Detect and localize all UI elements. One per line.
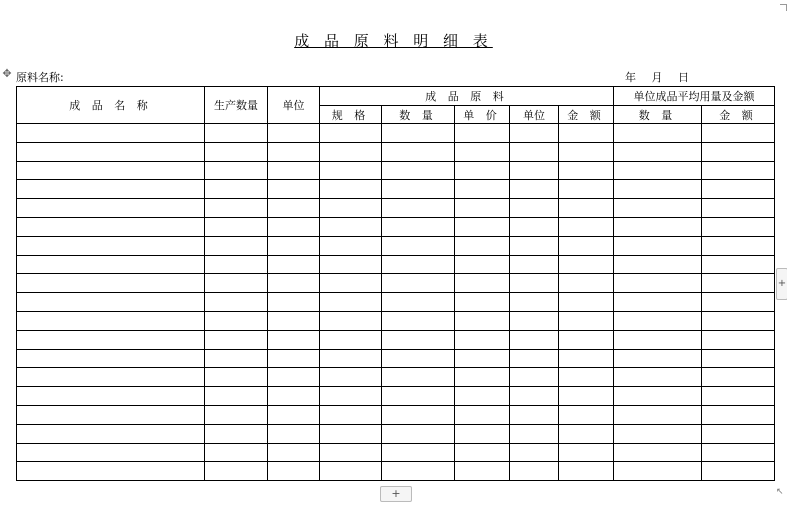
table-row <box>17 236 775 255</box>
table-cell[interactable] <box>510 368 559 387</box>
table-cell[interactable] <box>614 424 702 443</box>
add-row-button[interactable]: + <box>380 486 412 502</box>
table-cell[interactable] <box>268 161 320 180</box>
table-cell[interactable] <box>559 368 614 387</box>
table-cell[interactable] <box>614 311 702 330</box>
table-cell[interactable] <box>559 387 614 406</box>
table-row <box>17 311 775 330</box>
table-cell[interactable] <box>559 293 614 312</box>
table-cell[interactable] <box>702 424 775 443</box>
table-cell[interactable] <box>17 387 205 406</box>
table-cell[interactable] <box>382 255 455 274</box>
table-cell[interactable] <box>268 236 320 255</box>
table-cell[interactable] <box>702 199 775 218</box>
table-cell[interactable] <box>614 142 702 161</box>
table-cell[interactable] <box>455 443 510 462</box>
table-cell[interactable] <box>205 462 268 481</box>
table-cell[interactable] <box>320 462 382 481</box>
table-cell[interactable] <box>455 330 510 349</box>
table-cell[interactable] <box>559 236 614 255</box>
table-cell[interactable] <box>559 161 614 180</box>
table-cell[interactable] <box>205 330 268 349</box>
table-cell[interactable] <box>268 424 320 443</box>
table-cell[interactable] <box>205 443 268 462</box>
table-cell[interactable] <box>702 349 775 368</box>
table-cell[interactable] <box>455 462 510 481</box>
table-cell[interactable] <box>559 330 614 349</box>
table-cell[interactable] <box>205 368 268 387</box>
table-row <box>17 274 775 293</box>
table-cell[interactable] <box>702 180 775 199</box>
table-cell[interactable] <box>510 443 559 462</box>
table-cell[interactable] <box>320 142 382 161</box>
table-cell[interactable] <box>614 180 702 199</box>
table-row <box>17 180 775 199</box>
table-cell[interactable] <box>17 161 205 180</box>
header-production-qty: 生产数量 <box>205 87 268 124</box>
table-row <box>17 330 775 349</box>
header-qty: 数 量 <box>382 106 455 124</box>
table-cell[interactable] <box>205 180 268 199</box>
table-cell[interactable] <box>205 405 268 424</box>
header-spec: 规 格 <box>320 106 382 124</box>
table-cell[interactable] <box>17 405 205 424</box>
table-cell[interactable] <box>268 124 320 143</box>
table-move-handle-icon[interactable]: ✥ <box>2 67 12 80</box>
table-cell[interactable] <box>559 462 614 481</box>
table-cell[interactable] <box>320 368 382 387</box>
table-cell[interactable] <box>382 124 455 143</box>
table-cell[interactable] <box>702 236 775 255</box>
table-cell[interactable] <box>510 424 559 443</box>
table-cell[interactable] <box>382 330 455 349</box>
table-cell[interactable] <box>455 311 510 330</box>
table-cell[interactable] <box>455 405 510 424</box>
table-row <box>17 199 775 218</box>
table-cell[interactable] <box>559 274 614 293</box>
table-cell[interactable] <box>510 349 559 368</box>
table-cell[interactable] <box>382 293 455 312</box>
table-cell[interactable] <box>455 124 510 143</box>
table-cell[interactable] <box>702 311 775 330</box>
table-cell[interactable] <box>382 349 455 368</box>
table-cell[interactable] <box>320 330 382 349</box>
table-cell[interactable] <box>320 217 382 236</box>
table-cell[interactable] <box>702 368 775 387</box>
table-cell[interactable] <box>702 255 775 274</box>
table-cell[interactable] <box>702 217 775 236</box>
table-cell[interactable] <box>205 255 268 274</box>
header-avg-qty: 数 量 <box>614 106 702 124</box>
table-cell[interactable] <box>510 180 559 199</box>
table-row <box>17 161 775 180</box>
table-cell[interactable] <box>614 405 702 424</box>
table-cell[interactable] <box>614 124 702 143</box>
table-cell[interactable] <box>17 293 205 312</box>
table-cell[interactable] <box>614 236 702 255</box>
table-cell[interactable] <box>614 161 702 180</box>
table-cell[interactable] <box>268 142 320 161</box>
table-cell[interactable] <box>614 368 702 387</box>
table-cell[interactable] <box>268 387 320 406</box>
table-row <box>17 142 775 161</box>
table-cell[interactable] <box>702 142 775 161</box>
table-cell[interactable] <box>205 349 268 368</box>
table-cell[interactable] <box>614 217 702 236</box>
table-cell[interactable] <box>17 217 205 236</box>
header-unit: 单位 <box>268 87 320 124</box>
table-cell[interactable] <box>702 330 775 349</box>
date-label: 年 月 日 <box>625 71 689 84</box>
header-avg-amount: 金 额 <box>702 106 775 124</box>
table-cell[interactable] <box>17 424 205 443</box>
table-cell[interactable] <box>702 443 775 462</box>
table-cell[interactable] <box>455 424 510 443</box>
header-raw-material-group: 成 品 原 料 <box>320 87 614 106</box>
table-cell[interactable] <box>205 161 268 180</box>
table-cell[interactable] <box>17 255 205 274</box>
table-cell[interactable] <box>268 217 320 236</box>
table-cell[interactable] <box>559 142 614 161</box>
table-cell[interactable] <box>382 236 455 255</box>
table-cell[interactable] <box>510 161 559 180</box>
table-cell[interactable] <box>320 293 382 312</box>
table-cell[interactable] <box>455 161 510 180</box>
header-amount: 金 额 <box>559 106 614 124</box>
table-row <box>17 387 775 406</box>
table-cell[interactable] <box>510 462 559 481</box>
table-cell[interactable] <box>320 349 382 368</box>
table-cell[interactable] <box>559 405 614 424</box>
table-cell[interactable] <box>382 217 455 236</box>
table-cell[interactable] <box>702 405 775 424</box>
table-cell[interactable] <box>268 293 320 312</box>
table-row <box>17 255 775 274</box>
table-cell[interactable] <box>320 443 382 462</box>
table-cell[interactable] <box>268 330 320 349</box>
table-cell[interactable] <box>614 443 702 462</box>
table-cell[interactable] <box>614 462 702 481</box>
table-cell[interactable] <box>510 405 559 424</box>
table-cell[interactable] <box>320 161 382 180</box>
table-row <box>17 405 775 424</box>
table-cell[interactable] <box>320 274 382 293</box>
table-cell[interactable] <box>510 124 559 143</box>
table-cell[interactable] <box>320 124 382 143</box>
table-cell[interactable] <box>614 387 702 406</box>
table-cell[interactable] <box>382 142 455 161</box>
table-cell[interactable] <box>455 217 510 236</box>
table-cell[interactable] <box>702 161 775 180</box>
table-cell[interactable] <box>702 462 775 481</box>
table-cell[interactable] <box>17 124 205 143</box>
header-row-1 <box>17 87 775 106</box>
table-cell[interactable] <box>614 349 702 368</box>
table-cell[interactable] <box>17 330 205 349</box>
table-cell[interactable] <box>382 161 455 180</box>
table-cell[interactable] <box>268 255 320 274</box>
table-cell[interactable] <box>382 274 455 293</box>
table-cell[interactable] <box>559 255 614 274</box>
table-cell[interactable] <box>205 142 268 161</box>
table-cell[interactable] <box>205 199 268 218</box>
table-cell[interactable] <box>614 293 702 312</box>
table-row <box>17 368 775 387</box>
table-cell[interactable] <box>205 424 268 443</box>
table-cell[interactable] <box>205 274 268 293</box>
table-cell[interactable] <box>17 180 205 199</box>
table-cell[interactable] <box>614 255 702 274</box>
table-cell[interactable] <box>205 236 268 255</box>
table-cell[interactable] <box>382 443 455 462</box>
table-cell[interactable] <box>614 274 702 293</box>
table-cell[interactable] <box>455 180 510 199</box>
table-cell[interactable] <box>320 199 382 218</box>
table-cell[interactable] <box>205 387 268 406</box>
table-cell[interactable] <box>559 443 614 462</box>
detail-table <box>16 86 775 481</box>
table-cell[interactable] <box>268 462 320 481</box>
table-cell[interactable] <box>382 387 455 406</box>
table-resize-icon[interactable]: ↖ <box>776 487 784 497</box>
table-cell[interactable] <box>702 293 775 312</box>
table-cell[interactable] <box>455 368 510 387</box>
table-cell[interactable] <box>614 330 702 349</box>
table-cell[interactable] <box>559 217 614 236</box>
header-product-name: 成 品 名 称 <box>17 87 205 124</box>
table-cell[interactable] <box>455 199 510 218</box>
table-cell[interactable] <box>614 199 702 218</box>
table-cell[interactable] <box>382 311 455 330</box>
table-row <box>17 217 775 236</box>
table-cell[interactable] <box>320 255 382 274</box>
table-cell[interactable] <box>510 293 559 312</box>
table-cell[interactable] <box>320 180 382 199</box>
table-cell[interactable] <box>268 311 320 330</box>
table-cell[interactable] <box>382 462 455 481</box>
table-cell[interactable] <box>559 311 614 330</box>
table-cell[interactable] <box>268 368 320 387</box>
table-cell[interactable] <box>455 349 510 368</box>
table-cell[interactable] <box>510 311 559 330</box>
table-row <box>17 424 775 443</box>
table-cell[interactable] <box>702 124 775 143</box>
table-cell[interactable] <box>382 368 455 387</box>
table-cell[interactable] <box>17 311 205 330</box>
table-cell[interactable] <box>455 255 510 274</box>
table-cell[interactable] <box>455 387 510 406</box>
table-row <box>17 349 775 368</box>
table-cell[interactable] <box>320 405 382 424</box>
table-cell[interactable] <box>510 387 559 406</box>
table-cell[interactable] <box>455 142 510 161</box>
table-cell[interactable] <box>559 180 614 199</box>
raw-material-name-label: 原料名称: <box>16 71 64 84</box>
table-cell[interactable] <box>17 199 205 218</box>
document-title: 成 品 原 料 明 细 表 <box>294 32 493 50</box>
table-cell[interactable] <box>17 368 205 387</box>
table-row <box>17 293 775 312</box>
table-row <box>17 462 775 481</box>
table-cell[interactable] <box>268 274 320 293</box>
table-cell[interactable] <box>268 180 320 199</box>
table-cell[interactable] <box>320 311 382 330</box>
table-cell[interactable] <box>320 424 382 443</box>
table-cell[interactable] <box>320 387 382 406</box>
table-cell[interactable] <box>455 236 510 255</box>
table-cell[interactable] <box>510 255 559 274</box>
page-corner-mark <box>780 4 787 11</box>
table-cell[interactable] <box>268 349 320 368</box>
table-cell[interactable] <box>559 124 614 143</box>
table-cell[interactable] <box>17 236 205 255</box>
table-cell[interactable] <box>382 180 455 199</box>
table-cell[interactable] <box>382 424 455 443</box>
add-column-button[interactable]: + <box>776 268 787 300</box>
table-cell[interactable] <box>268 405 320 424</box>
table-cell[interactable] <box>455 293 510 312</box>
table-cell[interactable] <box>510 142 559 161</box>
table-row <box>17 124 775 143</box>
table-cell[interactable] <box>510 330 559 349</box>
table-cell[interactable] <box>205 124 268 143</box>
header-unit-price: 单 价 <box>455 106 510 124</box>
header-sub-unit: 单位 <box>510 106 559 124</box>
table-cell[interactable] <box>205 311 268 330</box>
table-cell[interactable] <box>17 142 205 161</box>
table-cell[interactable] <box>382 405 455 424</box>
table-cell[interactable] <box>702 387 775 406</box>
table-cell[interactable] <box>205 217 268 236</box>
table-cell[interactable] <box>455 274 510 293</box>
table-cell[interactable] <box>17 443 205 462</box>
table-cell[interactable] <box>559 424 614 443</box>
table-cell[interactable] <box>510 217 559 236</box>
table-cell[interactable] <box>205 293 268 312</box>
table-cell[interactable] <box>268 443 320 462</box>
table-cell[interactable] <box>17 462 205 481</box>
table-cell[interactable] <box>559 199 614 218</box>
table-cell[interactable] <box>320 236 382 255</box>
header-avg-usage-group: 单位成品平均用量及金额 <box>614 87 775 106</box>
table-cell[interactable] <box>702 274 775 293</box>
table-row <box>17 443 775 462</box>
table-cell[interactable] <box>382 199 455 218</box>
table-cell[interactable] <box>559 349 614 368</box>
table-cell[interactable] <box>510 199 559 218</box>
table-cell[interactable] <box>17 274 205 293</box>
table-cell[interactable] <box>17 349 205 368</box>
table-cell[interactable] <box>510 274 559 293</box>
table-cell[interactable] <box>510 236 559 255</box>
table-cell[interactable] <box>268 199 320 218</box>
